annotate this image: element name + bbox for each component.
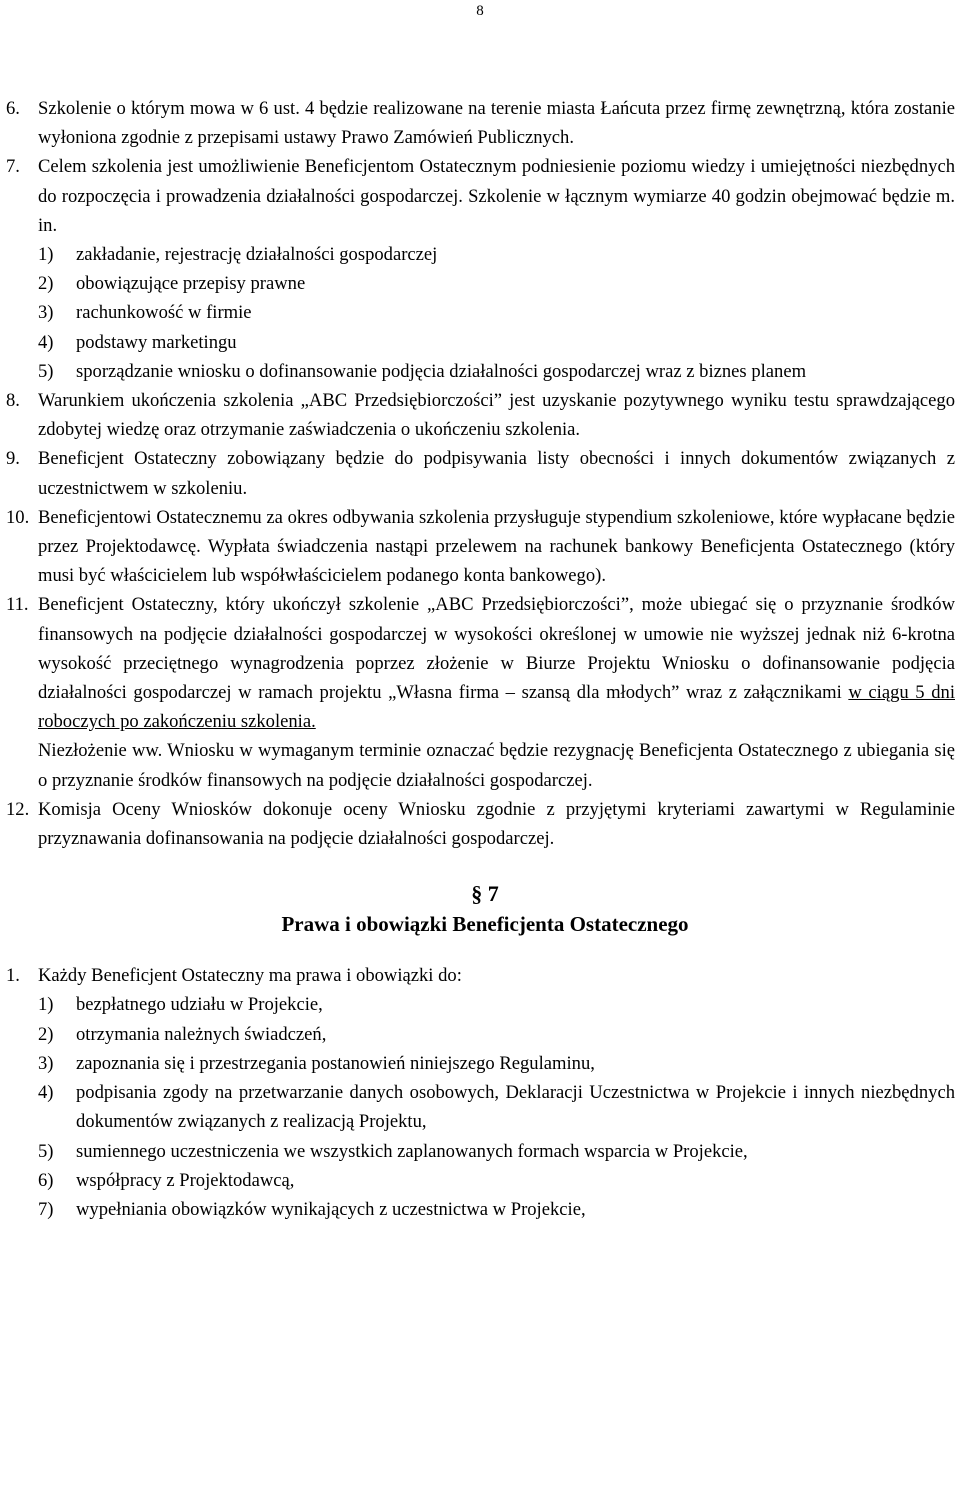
rights-item xyxy=(38,1049,955,1078)
rights-intro xyxy=(6,961,955,990)
rights-list xyxy=(38,990,955,1224)
topic-number: 1) xyxy=(38,244,54,266)
item-text: Komisja Oceny Wniosków dokonuje oceny Wniosku zgodnie z przyjętymi kryteriami zawartymi w Regulaminie przyznawania dofinansowania na podjęcie działalności gospodarczej. xyxy=(38,798,955,850)
rights-number: 3) xyxy=(38,1052,54,1074)
rights-text: współpracy z Projektodawcą, xyxy=(76,1169,295,1191)
rights-text: otrzymania należnych świadczeń, xyxy=(76,1023,327,1045)
item-number: 10. xyxy=(6,506,30,528)
deadline-underlined-text: w ciągu 5 dni roboczych po zakończeniu szkolenia. xyxy=(38,682,955,733)
topic-item xyxy=(38,269,955,298)
rights-item xyxy=(38,1166,955,1195)
rights-number: 5) xyxy=(38,1140,54,1162)
topic-text: obowiązujące przepisy prawne xyxy=(76,273,306,295)
rights-item xyxy=(38,1078,955,1136)
item-text: Celem szkolenia jest umożliwienie Beneficjentom Ostatecznym podniesienie poziomu wiedzy i umiejętności niezbędnych do rozpoczęcia i prowadzenia działalności gospodarczej. Szkolenie w łącznym wymiarze 40 godzin obejmować będzie m. in. xyxy=(38,156,955,236)
topic-number: 3) xyxy=(38,302,54,324)
topic-item xyxy=(38,298,955,327)
rights-text: podpisania zgody na przetwarzanie danych osobowych, Deklaracji Uczestnictwa w Projekcie i innych niezbędnych dokumentów związanych z realizacją Projektu, xyxy=(76,1082,955,1133)
item-number: 12. xyxy=(6,798,30,820)
item-text: Beneficjent Ostateczny, który ukończył szkolenie „ABC Przedsiębiorczości”, może ubiegać się o przyznanie środków finansowych na podjęcie działalności gospodarczej w wysokości określonej w umowie nie wyższej jednak niż 6-krotna wysokość przeciętnego wynagrodzenia poprzez złożenie w Biurze Projektu Wniosku o dofinansowanie podjęcia działalności gospodarczej w ramach projektu „Własna firma – szansą dla młodych” wraz z załącznikami xyxy=(38,594,955,704)
item-note: Niezłożenie ww. Wniosku w wymaganym terminie oznaczać będzie rezygnację Beneficjenta Ostatecznego z ubiegania się o przyznanie środków finansowych na podjęcie działalności gospodarczej. xyxy=(38,740,955,791)
item-text: Szkolenie o którym mowa w 6 ust. 4 będzie realizowane na terenie miasta Łańcuta przez firmę zewnętrzną, która zostanie wyłoniona zgodnie z przepisami ustawy Prawo Zamówień Publicznych. xyxy=(38,98,955,149)
section-title: Prawa i obowiązki Beneficjenta Ostatecznego xyxy=(281,912,689,937)
item-number: 9. xyxy=(6,448,20,470)
list-item-9 xyxy=(6,444,955,502)
list-item-7 xyxy=(6,152,955,240)
topic-item xyxy=(38,328,955,357)
item-number: 6. xyxy=(6,98,20,119)
item-text: Warunkiem ukończenia szkolenia „ABC Przedsiębiorczości” jest uzyskanie pozytywnego wyniku testu sprawdzającego zdobytej wiedzę oraz otrzymanie zaświadczenia o ukończeniu szkolenia. xyxy=(38,390,955,441)
item-number: 1. xyxy=(6,965,20,987)
list-item-10 xyxy=(6,503,955,591)
topic-number: 2) xyxy=(38,273,54,295)
section-number: § 7 xyxy=(471,881,499,907)
topic-number: 5) xyxy=(38,360,54,382)
training-topics-list xyxy=(38,240,955,386)
rights-number: 4) xyxy=(38,1082,54,1104)
item-text: Beneficjentowi Ostatecznemu za okres odbywania szkolenia przysługuje stypendium szkoleniowe, które wypłacane będzie przez Projektodawcę. Wypłata świadczenia nastąpi przelewem na rachunek bankowy Beneficjenta Ostatecznego (który musi być właścicielem lub współwłaścicielem podanego konta bankowego). xyxy=(38,506,955,587)
item-number: 11. xyxy=(6,594,29,616)
item-text: Beneficjent Ostateczny zobowiązany będzie do podpisywania listy obecności i innych dokumentów związanych z uczestnictwem w szkoleniu. xyxy=(38,448,955,499)
page-number: 8 xyxy=(476,3,484,19)
item-text: Każdy Beneficjent Ostateczny ma prawa i obowiązki do: xyxy=(38,965,462,987)
topic-text: podstawy marketingu xyxy=(76,331,237,353)
topic-text: rachunkowość w firmie xyxy=(76,302,252,324)
rights-item xyxy=(38,1020,955,1049)
topic-number: 4) xyxy=(38,331,54,353)
list-item-8 xyxy=(6,386,955,444)
rights-number: 2) xyxy=(38,1023,54,1045)
item-number: 8. xyxy=(6,390,20,412)
list-item-6 xyxy=(6,94,955,152)
topic-text: zakładanie, rejestrację działalności gospodarczej xyxy=(76,244,438,266)
rights-text: bezpłatnego udziału w Projekcie, xyxy=(76,994,323,1016)
rights-text: zapoznania się i przestrzegania postanowień niniejszego Regulaminu, xyxy=(76,1052,595,1074)
topic-item xyxy=(38,357,955,386)
rights-item xyxy=(38,1137,955,1166)
rights-number: 6) xyxy=(38,1169,54,1191)
item-number: 7. xyxy=(6,156,20,178)
rights-number: 7) xyxy=(38,1198,54,1220)
rights-item xyxy=(38,990,955,1019)
list-item-12 xyxy=(6,795,955,853)
topic-item xyxy=(38,240,955,269)
rights-item xyxy=(38,1195,955,1224)
document-body xyxy=(0,94,960,1224)
rights-number: 1) xyxy=(38,994,54,1016)
rights-text: sumiennego uczestniczenia we wszystkich zaplanowanych formach wsparcia w Projekcie, xyxy=(76,1140,748,1162)
rights-text: wypełniania obowiązków wynikających z uczestnictwa w Projekcie, xyxy=(76,1198,586,1220)
topic-text: sporządzanie wniosku o dofinansowanie podjęcia działalności gospodarczej wraz z biznes planem xyxy=(76,360,807,382)
list-item-11 xyxy=(6,590,955,794)
